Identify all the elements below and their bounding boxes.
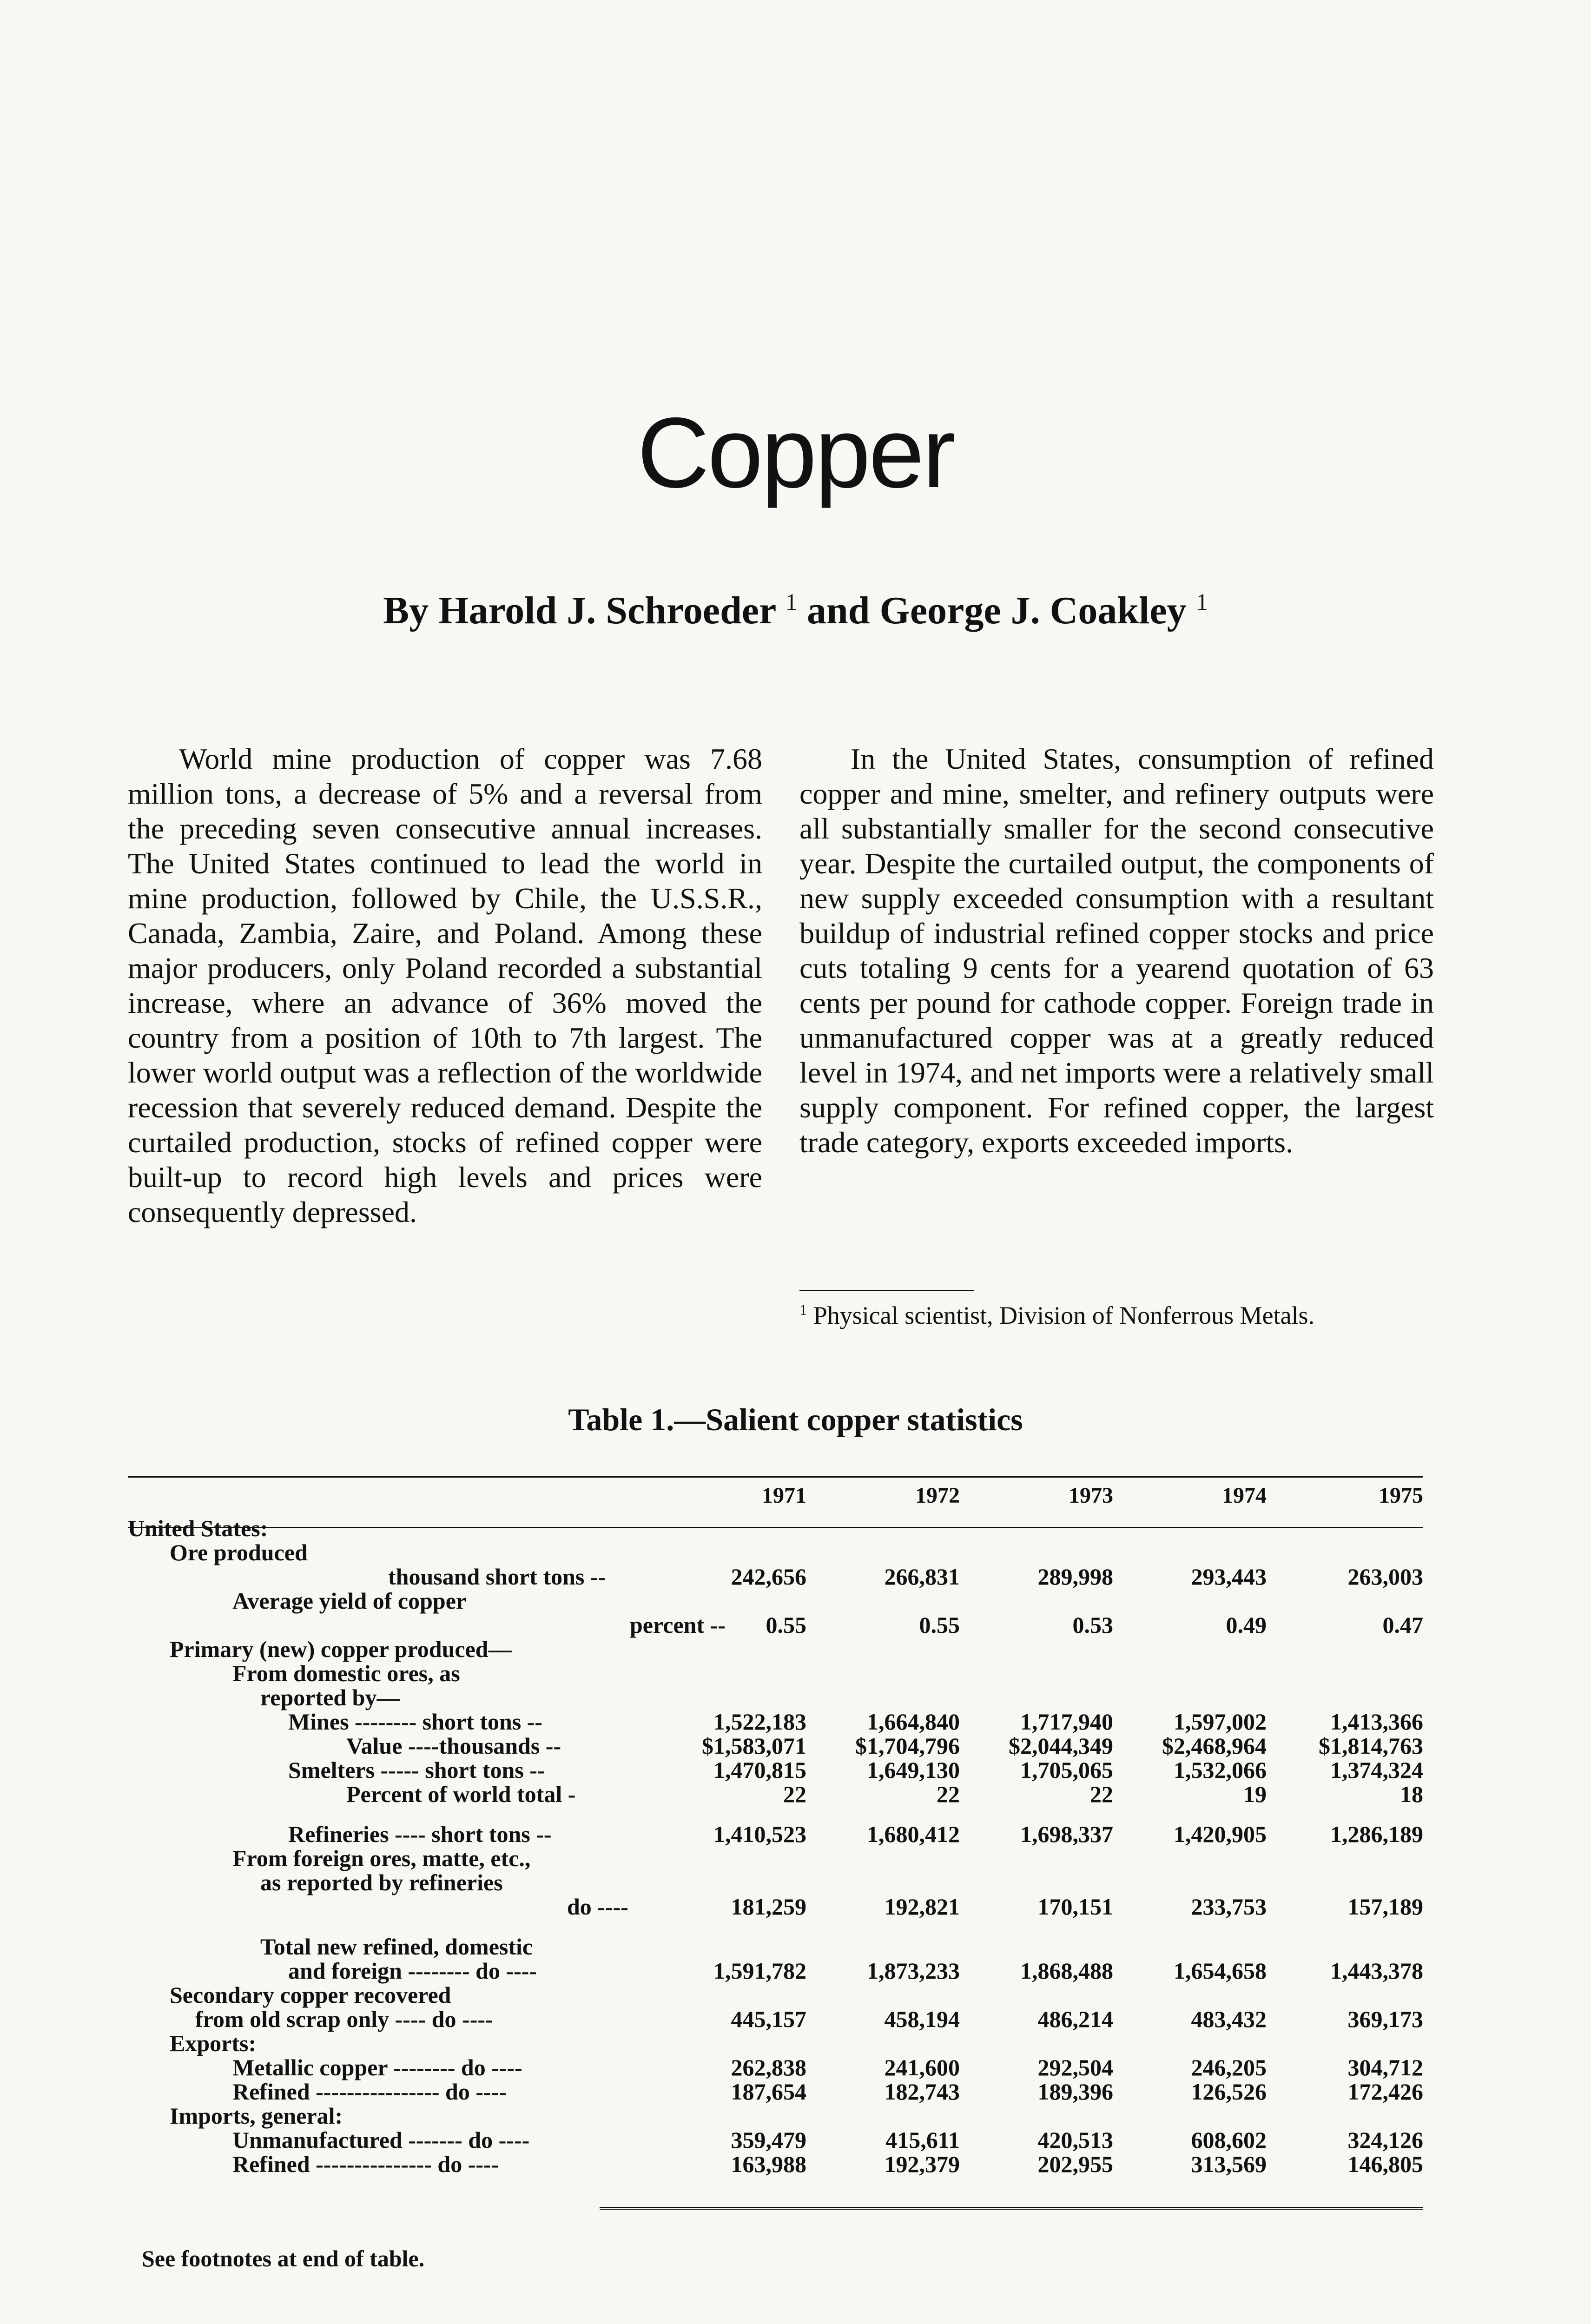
year-header: 1975: [1379, 1483, 1423, 1508]
table-cell: 233,753: [1191, 1894, 1267, 1920]
table-row: [128, 1806, 1423, 1822]
row-label: Total new refined, domestic: [260, 1934, 533, 1960]
table-cell: 1,286,189: [1330, 1821, 1423, 1847]
table-row: [128, 1637, 1423, 1661]
table-cell: [1267, 1934, 1423, 1959]
row-label: Metallic copper -------- do ----: [232, 2054, 522, 2080]
row-label: Value ----thousands --: [346, 1733, 561, 1759]
table-cell: [960, 1846, 1113, 1870]
table-cell: 18: [1400, 1781, 1423, 1807]
table-cell: [651, 1934, 806, 1959]
table-cell: 22: [937, 1781, 960, 1807]
table-cell: [806, 1685, 960, 1710]
table-cell: 304,712: [1347, 2054, 1423, 2080]
row-label: from old scrap only ---- do ----: [195, 2006, 493, 2032]
table-cell: [1267, 1589, 1423, 1613]
row-label: From domestic ores, as: [232, 1660, 460, 1686]
table-cell: 181,259: [731, 1894, 806, 1920]
table-cell: [806, 1589, 960, 1613]
table-title: Table 1.—Salient copper statistics: [568, 1402, 1023, 1437]
table-cell: 1,410,523: [713, 1821, 806, 1847]
row-label: United States:: [128, 1515, 268, 1541]
table-top-rule: [128, 1476, 1423, 1478]
table-cell: 289,998: [1037, 1564, 1113, 1590]
table-cell: [1267, 1637, 1423, 1661]
table-cell: [1113, 1637, 1267, 1661]
footnote-text: Physical scientist, Division of Nonferrous Metals.: [807, 1301, 1315, 1329]
table-cell: 202,955: [1037, 2151, 1113, 2177]
table-cell: [960, 1637, 1113, 1661]
table-row: [128, 1919, 1423, 1934]
table-cell: 292,504: [1037, 2054, 1113, 2080]
table-cell: 1,873,233: [867, 1958, 960, 1984]
table-cell: [1267, 1661, 1423, 1685]
table-cell: 182,743: [884, 2079, 960, 2105]
table-cell: 0.55: [766, 1612, 806, 1638]
table-cell: [806, 1870, 960, 1895]
table-cell: 242,656: [731, 1564, 806, 1590]
footnote-mark: 1: [799, 1302, 807, 1319]
row-label: Refined --------------- do ----: [232, 2151, 499, 2177]
table-cell: 246,205: [1191, 2054, 1267, 2080]
row-label: From foreign ores, matte, etc.,: [232, 1845, 531, 1871]
row-label: Refineries ---- short tons --: [288, 1821, 552, 1847]
table-cell: 359,479: [731, 2127, 806, 2153]
table-cell: [960, 1983, 1113, 2007]
table-row: [128, 1983, 1423, 2007]
table-cell: [806, 1637, 960, 1661]
row-label: Mines -------- short tons --: [288, 1709, 543, 1735]
table-cell: [1113, 1934, 1267, 1959]
table-cell: 1,591,782: [713, 1958, 806, 1984]
table-cell: 1,413,366: [1330, 1709, 1423, 1735]
table-cell: [806, 1661, 960, 1685]
table-cell: [806, 1806, 960, 1822]
table-row: [128, 1895, 1423, 1919]
body-paragraph: In the United States, consumption of refined copper and mine, smelter, and refinery outputs were all substantially smaller for the second consecutive year. Despite the curtailed output, the components of new supply exceeded consumption with a resultant buildup of industrial refined copper stocks and price cuts totaling 9 cents for a yearend quotation of 63 cents per pound for cathode copper. Foreign trade in unmanufactured copper was at a greatly reduced level in 1974, and net imports were a relatively small supply component. For refined copper, the largest trade category, exports exceeded imports.: [799, 742, 1434, 1159]
byline-author-1: By Harold J. Schroeder: [383, 589, 786, 632]
table-cell: 1,522,183: [713, 1709, 806, 1735]
table-cell: [1113, 1983, 1267, 2007]
table-cell: [1113, 1870, 1267, 1895]
table-cell: [1267, 1919, 1423, 1934]
table-cell: 1,597,002: [1174, 1709, 1267, 1735]
table-cell: 1,698,337: [1020, 1821, 1113, 1847]
table-cell: [651, 1685, 806, 1710]
page-title: Copper: [637, 396, 954, 508]
year-header: 1971: [762, 1483, 806, 1508]
footnote: [799, 1297, 1434, 1329]
table-cell: [960, 2031, 1113, 2055]
table-cell: [1113, 1516, 1267, 1540]
table-cell: [651, 1540, 806, 1565]
table-cell: 163,988: [731, 2151, 806, 2177]
table-cell: [651, 2031, 806, 2055]
row-label: percent --: [630, 1612, 726, 1638]
table-cell: [960, 1870, 1113, 1895]
table-cell: 192,821: [884, 1894, 960, 1920]
year-header: 1972: [915, 1483, 960, 1508]
table-cell: [1113, 1806, 1267, 1822]
table-cell: [1267, 1685, 1423, 1710]
row-label: and foreign -------- do ----: [288, 1958, 537, 1984]
table-cell: 486,214: [1037, 2006, 1113, 2032]
table-cell: 126,526: [1191, 2079, 1267, 2105]
table-row: [128, 1540, 1423, 1565]
table-row: [128, 1565, 1423, 1589]
table-cell: 1,470,815: [713, 1757, 806, 1783]
row-label: reported by—: [260, 1684, 400, 1710]
salient-statistics-table: [128, 1478, 1423, 2176]
table-cell: 1,654,658: [1174, 1958, 1267, 1984]
row-label: do ----: [567, 1894, 628, 1920]
table-cell: 420,513: [1037, 2127, 1113, 2153]
table-cell: [1267, 1540, 1423, 1565]
table-row: [128, 1870, 1423, 1895]
table-cell: 187,654: [731, 2079, 806, 2105]
table-row: [128, 1734, 1423, 1758]
table-cell: 19: [1243, 1781, 1267, 1807]
table-cell: 241,600: [884, 2054, 960, 2080]
table-cell: [1267, 1983, 1423, 2007]
row-label: thousand short tons --: [388, 1564, 606, 1590]
table-cell: 1,664,840: [867, 1709, 960, 1735]
table-row: [128, 1959, 1423, 1983]
table-cell: $2,044,349: [1009, 1733, 1113, 1759]
year-header: 1973: [1069, 1483, 1113, 1508]
table-cell: [1267, 1846, 1423, 1870]
table-cell: [1113, 1589, 1267, 1613]
row-label: [128, 1919, 651, 1934]
body-paragraph: World mine production of copper was 7.68 million tons, a decrease of 5% and a reversal from the preceding seven consecutive annual increases. The United States continued to lead the world in mine production, followed by Chile, the U.S.S.R., Canada, Zambia, Zaire, and Poland. Among these major producers, only Poland recorded a substantial increase, where an advance of 36% moved the country from a position of 10th to 7th largest. The lower world output was a reflection of the worldwide recession that severely reduced demand. Despite the curtailed production, stocks of refined copper were built-up to record high levels and prices were consequently depressed.: [128, 742, 762, 1228]
table-cell: $1,814,763: [1319, 1733, 1423, 1759]
table-cell: [1113, 1661, 1267, 1685]
table-cell: [806, 1846, 960, 1870]
table-row: [128, 1934, 1423, 1959]
table-cell: [960, 1661, 1113, 1685]
body-column-right: [799, 741, 1434, 1160]
table-cell: 22: [1090, 1781, 1113, 1807]
table-cell: [960, 1589, 1113, 1613]
table-cell: [806, 1540, 960, 1565]
table-row: [128, 2080, 1423, 2104]
table-row: [128, 1710, 1423, 1734]
table-row: [128, 1822, 1423, 1846]
row-label: [128, 1806, 651, 1822]
table-cell: $1,704,796: [855, 1733, 960, 1759]
table-cell: [806, 2104, 960, 2128]
table-cell: [1267, 1806, 1423, 1822]
table-cell: [1113, 2104, 1267, 2128]
table-cell: [651, 1806, 806, 1822]
table-cell: 483,432: [1191, 2006, 1267, 2032]
table-cell: 1,374,324: [1330, 1757, 1423, 1783]
table-cell: 262,838: [731, 2054, 806, 2080]
table-cell: 146,805: [1347, 2151, 1423, 2177]
table-cell: 1,532,066: [1174, 1757, 1267, 1783]
table-cell: 1,868,488: [1020, 1958, 1113, 1984]
row-label: Primary (new) copper produced—: [170, 1636, 512, 1662]
table-cell: [806, 1919, 960, 1934]
table-row: [128, 1661, 1423, 1685]
table-cell: [651, 1637, 806, 1661]
row-label: Unmanufactured ------- do ----: [232, 2127, 530, 2153]
table-cell: [651, 1870, 806, 1895]
table-cell: [1267, 1516, 1423, 1540]
table-row: [128, 1846, 1423, 1870]
table-cell: $2,468,964: [1162, 1733, 1267, 1759]
stub-header: [128, 1478, 651, 1516]
table-cell: $1,583,071: [702, 1733, 806, 1759]
table-cell: 608,602: [1191, 2127, 1267, 2153]
table-row: [128, 2007, 1423, 2031]
table-cell: 170,151: [1037, 1894, 1113, 1920]
table-cell: 0.49: [1226, 1612, 1267, 1638]
table-cell: 0.55: [919, 1612, 960, 1638]
table-cell: 172,426: [1347, 2079, 1423, 2105]
table-cell: 1,717,940: [1020, 1709, 1113, 1735]
table-cell: [651, 1589, 806, 1613]
table-cell: 415,611: [885, 2127, 960, 2153]
table-cell: [651, 1661, 806, 1685]
table-cell: 1,649,130: [867, 1757, 960, 1783]
table-cell: [1267, 2031, 1423, 2055]
table-cell: [1113, 1846, 1267, 1870]
table-row: [128, 2055, 1423, 2080]
table-cell: 1,443,378: [1330, 1958, 1423, 1984]
table-cell: 157,189: [1347, 1894, 1423, 1920]
table-cell: 263,003: [1347, 1564, 1423, 1590]
table-row: [128, 1516, 1423, 1540]
row-label: Smelters ----- short tons --: [288, 1757, 545, 1783]
year-header: 1974: [1222, 1483, 1267, 1508]
footnote-mark: 1: [1196, 589, 1208, 615]
table-cell: 0.47: [1382, 1612, 1423, 1638]
row-label: Secondary copper recovered: [170, 1982, 451, 2008]
footnote-divider: [799, 1290, 974, 1291]
byline-author-2: and George J. Coakley: [797, 589, 1196, 632]
table-cell: [960, 1540, 1113, 1565]
table-row: [128, 2152, 1423, 2176]
table-cell: 22: [783, 1781, 806, 1807]
table-row: [128, 2104, 1423, 2128]
table-cell: [806, 2031, 960, 2055]
table-note: See footnotes at end of table.: [142, 2245, 425, 2271]
table-cell: [1113, 1919, 1267, 1934]
table-cell: 189,396: [1037, 2079, 1113, 2105]
table-cell: 1,705,065: [1020, 1757, 1113, 1783]
table-row: [128, 2128, 1423, 2152]
table-row: [128, 1782, 1423, 1806]
table-cell: [651, 1983, 806, 2007]
table-cell: [1113, 1685, 1267, 1710]
table-row: [128, 1613, 1423, 1637]
table-cell: [1113, 1540, 1267, 1565]
table-cell: 293,443: [1191, 1564, 1267, 1590]
table-cell: [960, 1919, 1113, 1934]
table-cell: 369,173: [1347, 2006, 1423, 2032]
row-label: as reported by refineries: [260, 1869, 503, 1895]
table-cell: 445,157: [731, 2006, 806, 2032]
table-cell: [806, 1983, 960, 2007]
row-label: Average yield of copper: [232, 1588, 467, 1614]
table-cell: 266,831: [884, 1564, 960, 1590]
table-row: [128, 1758, 1423, 1782]
table-cell: [651, 2104, 806, 2128]
table-cell: 324,126: [1347, 2127, 1423, 2153]
table-cell: [1267, 2104, 1423, 2128]
table-cell: [806, 1516, 960, 1540]
row-label: Exports:: [170, 2030, 257, 2056]
table-cell: [1267, 1870, 1423, 1895]
table-cell: [806, 1934, 960, 1959]
table-cell: 1,680,412: [867, 1821, 960, 1847]
table-row: [128, 2031, 1423, 2055]
table-cell: [651, 1516, 806, 1540]
table-cell: [960, 1685, 1113, 1710]
byline: [0, 588, 1591, 633]
table-bottom-rule: [600, 2207, 1423, 2210]
body-column-left: [128, 741, 762, 1229]
table-cell: [960, 1516, 1113, 1540]
row-label: Refined ---------------- do ----: [232, 2079, 507, 2105]
table-cell: 0.53: [1072, 1612, 1113, 1638]
table-cell: [960, 1806, 1113, 1822]
table-row: [128, 1685, 1423, 1710]
table-cell: 313,569: [1191, 2151, 1267, 2177]
row-label: Imports, general:: [170, 2103, 343, 2129]
table-cell: [1113, 2031, 1267, 2055]
table-header-row: [128, 1478, 1423, 1516]
row-label: Percent of world total -: [346, 1781, 576, 1807]
table-row: [128, 1589, 1423, 1613]
table-cell: 458,194: [884, 2006, 960, 2032]
row-label: Ore produced: [170, 1539, 308, 1565]
footnote-mark: 1: [785, 589, 798, 615]
table-cell: [651, 1846, 806, 1870]
table-cell: [960, 1934, 1113, 1959]
table-cell: 1,420,905: [1174, 1821, 1267, 1847]
table-cell: [651, 1919, 806, 1934]
table-cell: 192,379: [884, 2151, 960, 2177]
table-cell: [960, 2104, 1113, 2128]
